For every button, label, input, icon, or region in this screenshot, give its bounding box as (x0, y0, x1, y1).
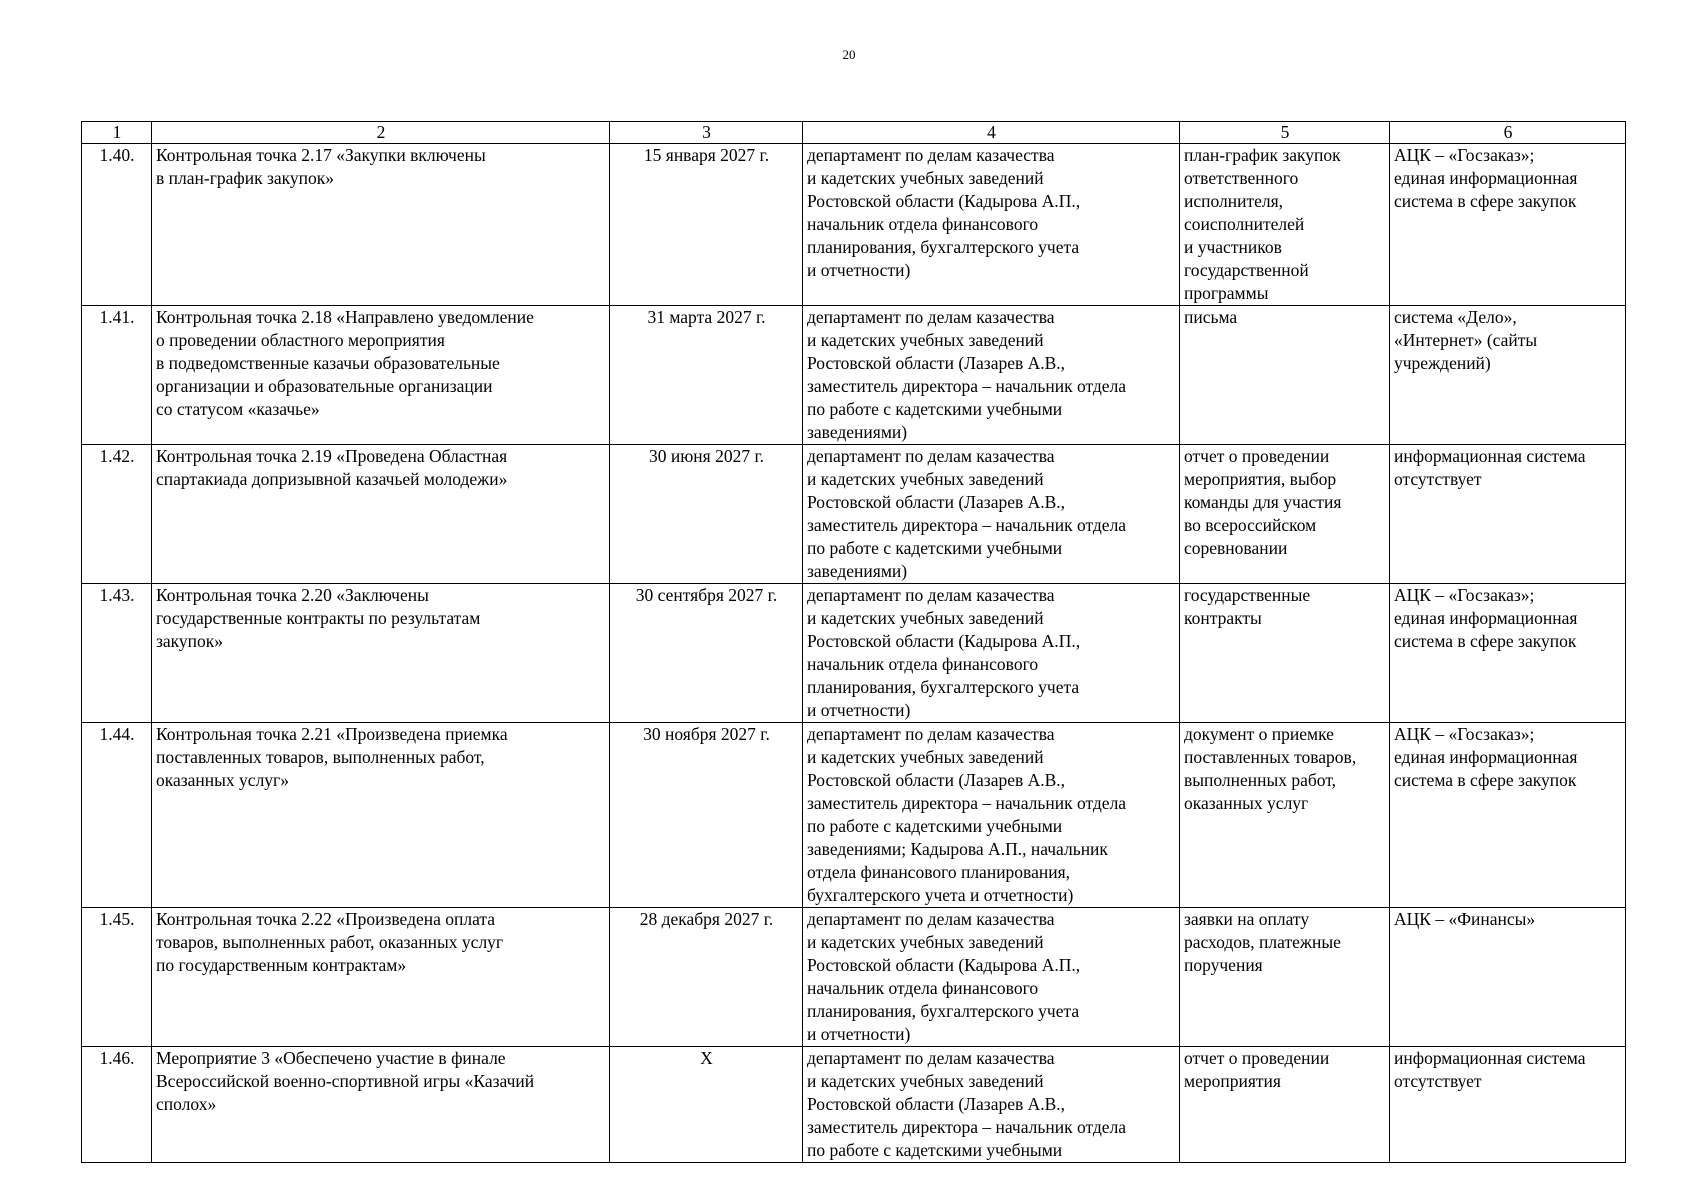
column-header: 4 (803, 122, 1180, 144)
information-system: информационная система отсутствует (1390, 1047, 1626, 1163)
responsible-executor: департамент по делам казачества и кадетских учебных заведений Ростовской области (Кадырова А.П., начальник отдела финансового планирования, бухгалтерского учета и отчетности) (803, 908, 1180, 1047)
column-header: 2 (152, 122, 610, 144)
event-name: Мероприятие 3 «Обеспечено участие в финале Всероссийской военно-спортивной игры «Казачий сполох» (152, 1047, 610, 1163)
responsible-executor: департамент по делам казачества и кадетских учебных заведений Ростовской области (Лазарев А.В., заместитель директора – начальник отдела по работе с кадетскими учебными заведениями) (803, 445, 1180, 584)
table-row (82, 306, 1626, 445)
confirming-document: письма (1180, 306, 1390, 445)
confirming-document: план-график закупок ответственного исполнителя, соисполнителей и участников государственной программы (1180, 144, 1390, 306)
row-number: 1.43. (82, 584, 152, 723)
information-system: система «Дело», «Интернет» (сайты учреждений) (1390, 306, 1626, 445)
deadline-date: 30 сентября 2027 г. (610, 584, 803, 723)
confirming-document: заявки на оплату расходов, платежные поручения (1180, 908, 1390, 1047)
information-system: АЦК – «Финансы» (1390, 908, 1626, 1047)
column-header: 6 (1390, 122, 1626, 144)
confirming-document: отчет о проведении мероприятия, выбор команды для участия во всероссийском соревновании (1180, 445, 1390, 584)
table-row (82, 144, 1626, 306)
confirming-document: отчет о проведении мероприятия (1180, 1047, 1390, 1163)
row-number: 1.45. (82, 908, 152, 1047)
information-system: АЦК – «Госзаказ»; единая информационная система в сфере закупок (1390, 584, 1626, 723)
control-points-table (81, 121, 1626, 1163)
table-row (82, 908, 1626, 1047)
responsible-executor: департамент по делам казачества и кадетских учебных заведений Ростовской области (Лазарев А.В., заместитель директора – начальник отдела по работе с кадетскими учебными заведениями) (803, 306, 1180, 445)
responsible-executor: департамент по делам казачества и кадетских учебных заведений Ростовской области (Лазарев А.В., заместитель директора – начальник отдела по работе с кадетскими учебными (803, 1047, 1180, 1163)
confirming-document: документ о приемке поставленных товаров, выполненных работ, оказанных услуг (1180, 723, 1390, 908)
row-number: 1.46. (82, 1047, 152, 1163)
event-name: Контрольная точка 2.19 «Проведена Областная спартакиада допризывной казачьей молодежи» (152, 445, 610, 584)
information-system: информационная система отсутствует (1390, 445, 1626, 584)
event-name: Контрольная точка 2.17 «Закупки включены в план-график закупок» (152, 144, 610, 306)
deadline-date: Х (610, 1047, 803, 1163)
responsible-executor: департамент по делам казачества и кадетских учебных заведений Ростовской области (Лазарев А.В., заместитель директора – начальник отдела по работе с кадетскими учебными заведениями; Кадырова А.П., начальник отдела финансового планирования, бухгалтерского учета и отчетности) (803, 723, 1180, 908)
responsible-executor: департамент по делам казачества и кадетских учебных заведений Ростовской области (Кадырова А.П., начальник отдела финансового планирования, бухгалтерского учета и отчетности) (803, 584, 1180, 723)
table-row (82, 584, 1626, 723)
table-row (82, 445, 1626, 584)
row-number: 1.44. (82, 723, 152, 908)
information-system: АЦК – «Госзаказ»; единая информационная система в сфере закупок (1390, 144, 1626, 306)
responsible-executor: департамент по делам казачества и кадетских учебных заведений Ростовской области (Кадырова А.П., начальник отдела финансового планирования, бухгалтерского учета и отчетности) (803, 144, 1180, 306)
column-header: 1 (82, 122, 152, 144)
event-name: Контрольная точка 2.22 «Произведена оплата товаров, выполненных работ, оказанных услуг по государственным контрактам» (152, 908, 610, 1047)
row-number: 1.40. (82, 144, 152, 306)
row-number: 1.42. (82, 445, 152, 584)
table-header-row (82, 122, 1626, 144)
row-number: 1.41. (82, 306, 152, 445)
event-name: Контрольная точка 2.21 «Произведена приемка поставленных товаров, выполненных работ, оказанных услуг» (152, 723, 610, 908)
column-header: 5 (1180, 122, 1390, 144)
table-row (82, 723, 1626, 908)
column-header: 3 (610, 122, 803, 144)
confirming-document: государственные контракты (1180, 584, 1390, 723)
information-system: АЦК – «Госзаказ»; единая информационная система в сфере закупок (1390, 723, 1626, 908)
page-number: 20 (842, 47, 856, 62)
deadline-date: 15 января 2027 г. (610, 144, 803, 306)
deadline-date: 31 марта 2027 г. (610, 306, 803, 445)
deadline-date: 28 декабря 2027 г. (610, 908, 803, 1047)
deadline-date: 30 ноября 2027 г. (610, 723, 803, 908)
event-name: Контрольная точка 2.18 «Направлено уведомление о проведении областного мероприятия в подведомственные казачьи образовательные организации и образовательные организации со статусом «казачье» (152, 306, 610, 445)
event-name: Контрольная точка 2.20 «Заключены государственные контракты по результатам закупок» (152, 584, 610, 723)
deadline-date: 30 июня 2027 г. (610, 445, 803, 584)
table-row (82, 1047, 1626, 1163)
